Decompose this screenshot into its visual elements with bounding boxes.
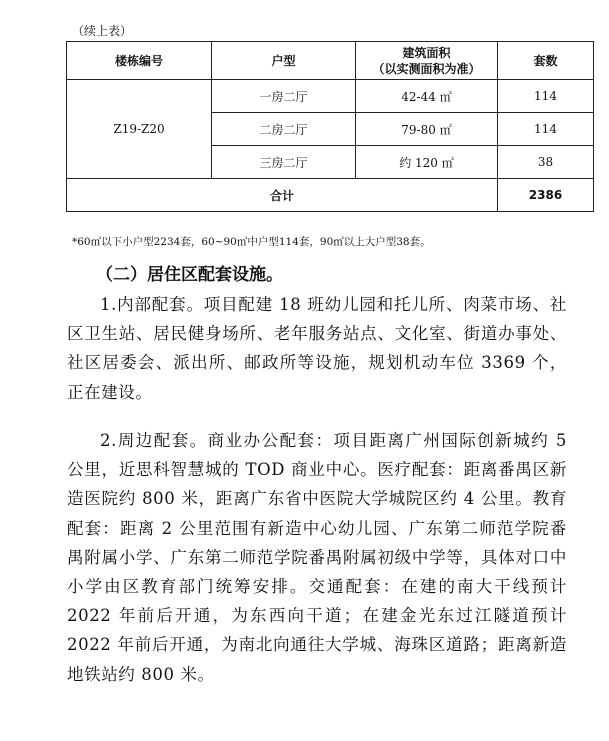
cell-count: 114 xyxy=(498,80,594,113)
table-header-row xyxy=(67,42,594,80)
paragraph-surrounding-facilities: 2.周边配套。商业办公配套：项目距离广州国际创新城约 5 公里，近思科智慧城的 TOD 商业中心。医疗配套：距离番禺区新造医院约 800 米，距离广东省中医院大学城院区约 4 公里。教育配套：距离 2 公里范围有新造中心幼儿园、广东第二师范学院番禺附属小学、广东第二师范学院番禺附属初级中学等，具体对口中小学由区教育部门统筹安排。交通配套：在建的南大干线预计 2022 年前后开通，为东西向干道；在建金光东过江隧道预计 2022 年前后开通，为南北向通往大学城、海珠区道路；距离新造地铁站约 800 米。 xyxy=(67,431,567,684)
total-value: 2386 xyxy=(498,179,594,212)
cell-area: 42-44 ㎡ xyxy=(356,80,498,113)
cell-unit-type: 三房二厅 xyxy=(212,146,356,179)
header-count: 套数 xyxy=(498,42,594,80)
cell-count: 114 xyxy=(498,113,594,146)
header-area-line1: 建筑面积 xyxy=(402,45,451,60)
table-row xyxy=(67,80,594,113)
unit-table xyxy=(66,41,594,212)
building-number: Z19-Z20 xyxy=(67,80,212,179)
header-area-line2: （以实测面积为准） xyxy=(372,61,481,76)
section-heading: （二）居住区配套设施。 xyxy=(96,265,283,285)
continued-label: （续上表） xyxy=(72,24,133,38)
total-row xyxy=(67,179,594,212)
header-building: 楼栋编号 xyxy=(67,42,212,80)
cell-unit-type: 二房二厅 xyxy=(212,113,356,146)
total-label: 合计 xyxy=(67,179,498,212)
header-area xyxy=(356,42,498,80)
header-unit-type: 户型 xyxy=(212,42,356,80)
cell-unit-type: 一房二厅 xyxy=(212,80,356,113)
paragraph-internal-facilities: 1.内部配套。项目配建 18 班幼儿园和托儿所、肉菜市场、社区卫生站、居民健身场所、老年服务站点、文化室、街道办事处、社区居委会、派出所、邮政所等设施，规划机动车位 3369 个，正在建设。 xyxy=(67,295,567,402)
cell-count: 38 xyxy=(498,146,594,179)
footnote: *60㎡以下小户型2234套，60~90㎡中户型114套，90㎡以上大户型38套。 xyxy=(72,236,431,248)
cell-area: 约 120 ㎡ xyxy=(356,146,498,179)
cell-area: 79-80 ㎡ xyxy=(356,113,498,146)
